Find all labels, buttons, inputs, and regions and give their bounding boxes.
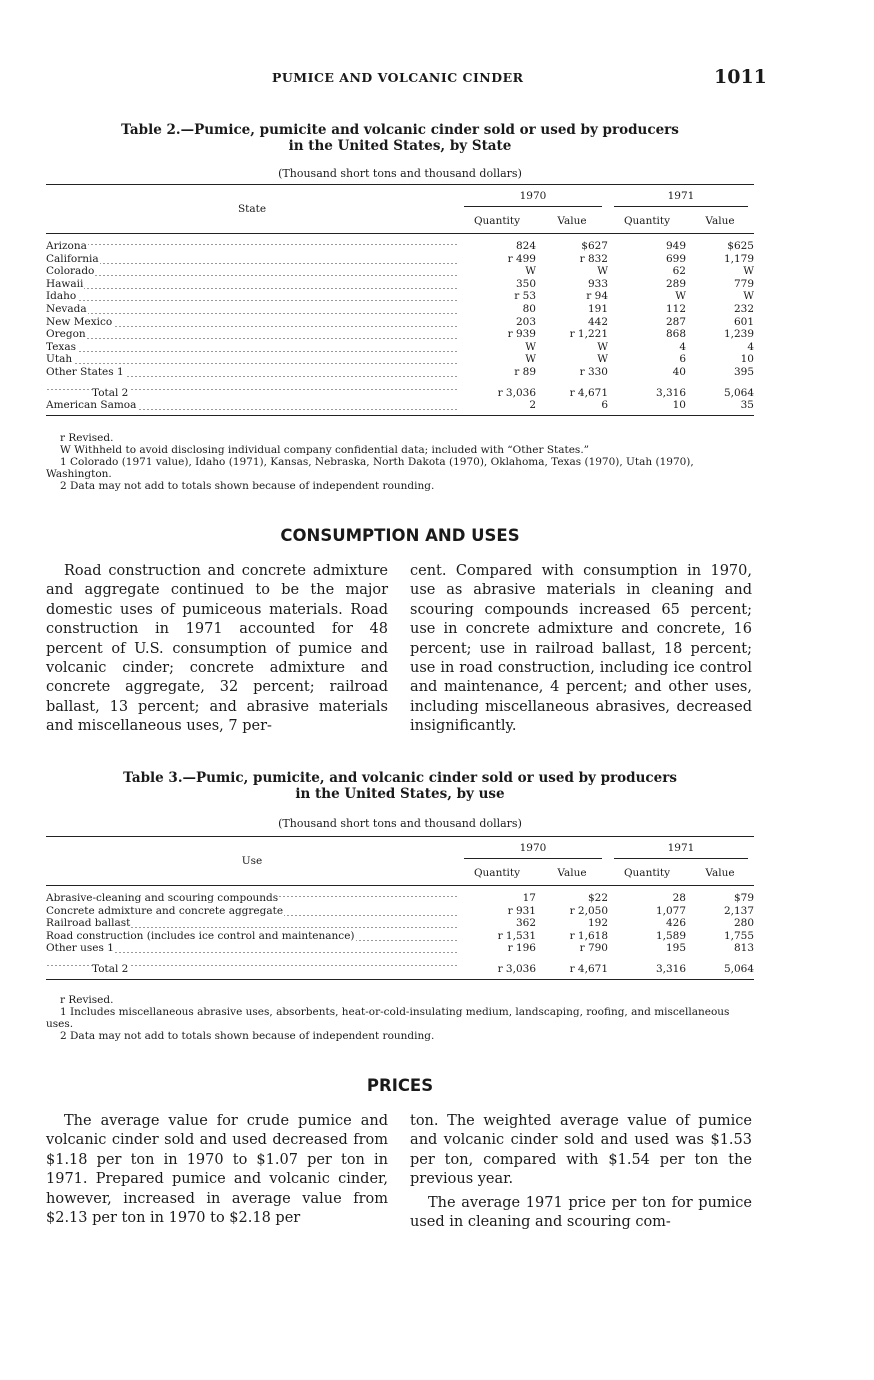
table-row: Other States 1 r 89 r 330 40 395 <box>46 365 754 378</box>
table3-footnotes: r Revised. 1 Includes miscellaneous abrasive uses, absorbents, heat-or-cold-insulating medium, landscaping, roofing, and miscellaneous uses. 2 Data may not add to totals shown because of independent rounding. <box>46 994 730 1042</box>
table-row: Idaho r 53 r 94 W W <box>46 290 754 303</box>
table2-year-1970: 1970 <box>458 185 608 210</box>
table3 <box>46 836 754 980</box>
table2-col-quantity-1970: Quantity <box>458 209 536 234</box>
consumption-right-column: cent. Compared with consumption in 1970, use as abrasive materials in cleaning and scouring compounds increased 65 percent; use in concrete admixture and concrete, 16 percent; use in railroad ballast, 18 percent; use in road construction, including ice control and maintenance, 4 percent; and other uses, including miscellaneous abrasives, decreased insignificantly. <box>410 563 752 735</box>
table-row: Nevada 80 191 112 232 <box>46 302 754 315</box>
consumption-left-column: Road construction and concrete admixture and aggregate continued to be the major domestic uses of pumiceous materials. Road construction in 1971 accounted for 48 percent of U.S. consumption of pumice and volcanic cinder; concrete admixture and concrete aggregate, 32 percent; railroad ballast, 13 percent; and abrasive materials and miscellaneous uses, 7 per- <box>46 563 388 735</box>
page-number: 1011 <box>714 66 767 88</box>
table-row: Utah W W 6 10 <box>46 353 754 366</box>
table-row: Road construction (includes ice control and maintenance) r 1,531 r 1,618 1,589 1,755 <box>46 929 754 942</box>
table-row: Colorado W W 62 W <box>46 265 754 278</box>
table-row: Railroad ballast 362 192 426 280 <box>46 917 754 930</box>
running-title: PUMICE AND VOLCANIC CINDER <box>272 70 524 85</box>
table2-col-value-1970: Value <box>536 209 608 234</box>
section-heading-consumption: CONSUMPTION AND USES <box>280 526 520 545</box>
table2-col-state: State <box>46 185 458 234</box>
table3-col-value-1970: Value <box>536 861 608 886</box>
table-row: California r 499 r 832 699 1,179 <box>46 252 754 265</box>
table-row: Abrasive-cleaning and scouring compounds 17 $22 28 $79 <box>46 886 754 905</box>
table2-units: (Thousand short tons and thousand dollars) <box>278 167 522 180</box>
table3-col-value-1971: Value <box>686 861 754 886</box>
table-row: Arizona 824 $627 949 $625 <box>46 234 754 253</box>
table3-year-1970: 1970 <box>458 837 608 862</box>
table-total-row: Total 2 r 3,036 r 4,671 3,316 5,064 <box>46 379 754 400</box>
table3-col-quantity-1970: Quantity <box>458 861 536 886</box>
table-row: Oregon r 939 r 1,221 868 1,239 <box>46 328 754 341</box>
table3-col-quantity-1971: Quantity <box>608 861 686 886</box>
table2-title: Table 2.—Pumice, pumicite and volcanic cinder sold or used by producers in the United States, by State <box>121 122 679 154</box>
prices-left-column: The average value for crude pumice and volcanic cinder sold and used decreased from $1.18 per ton in 1970 to $1.07 per ton in 1971. Prepared pumice and volcanic cinder, however, increased in average value from $2.13 per ton in 1970 to $2.18 per <box>46 1113 388 1227</box>
table3-year-1971: 1971 <box>608 837 754 862</box>
table3-units: (Thousand short tons and thousand dollars) <box>278 817 522 830</box>
table3-col-use: Use <box>46 837 458 886</box>
section-heading-prices: PRICES <box>366 1076 434 1095</box>
table-row: Texas W W 4 4 <box>46 340 754 353</box>
table-row: Other uses 1 r 196 r 790 195 813 <box>46 942 754 955</box>
table-row: American Samoa 2 6 10 35 <box>46 399 754 415</box>
table2-year-1971: 1971 <box>608 185 754 210</box>
table2-col-value-1971: Value <box>686 209 754 234</box>
table-row: Hawaii 350 933 289 779 <box>46 277 754 290</box>
prices-right-column: ton. The weighted average value of pumice and volcanic cinder sold and used was $1.53 per ton, compared with $1.54 per ton the previous year. The average 1971 price per ton for pumice used in cleaning and scouring com- <box>410 1113 752 1231</box>
table2-col-quantity-1971: Quantity <box>608 209 686 234</box>
table2-footnotes: r Revised. W Withheld to avoid disclosing individual company confidential data; included with “Other States.” 1 Colorado (1971 value), Idaho (1971), Kansas, Nebraska, North Dakota (1970), Oklahoma, Texas (1970), Utah (1970), Washington. 2 Data may not add to totals shown because of independent rounding. <box>46 432 694 492</box>
table-total-row: Total 2 r 3,036 r 4,671 3,316 5,064 <box>46 955 754 979</box>
table-row: Concrete admixture and concrete aggregate r 931 r 2,050 1,077 2,137 <box>46 904 754 917</box>
table2 <box>46 184 754 416</box>
table3-title: Table 3.—Pumic, pumicite, and volcanic cinder sold or used by producers in the United States, by use <box>123 770 677 802</box>
table-row: New Mexico 203 442 287 601 <box>46 315 754 328</box>
